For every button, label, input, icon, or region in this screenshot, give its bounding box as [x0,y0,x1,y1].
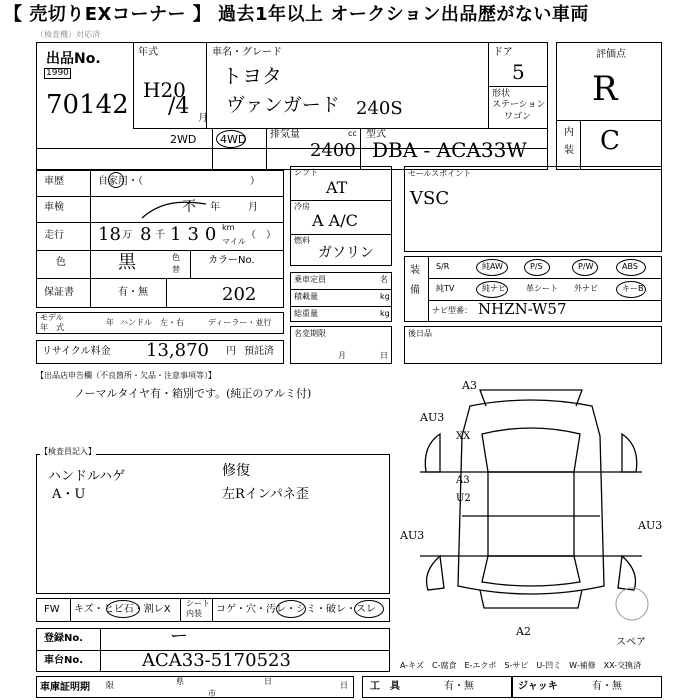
seat-label: シート [186,599,210,608]
pw-circle [572,259,598,276]
mileage-paren: （ ） [246,230,276,241]
interior-label2: 装 [564,145,574,156]
aw-circle [476,259,508,276]
car-body-outline [458,400,604,594]
color-value: 黒 [118,252,136,273]
inspection-strike [140,198,210,222]
certificate-city: 市 [208,689,216,698]
load-label: 積載量 [294,292,318,301]
glass-chip-circle [106,600,140,618]
displacement-unit: cc [348,129,357,138]
seller-notes-label: 【出品店申告欄（不良箇所・欠品・注意事項等）】 [36,371,216,380]
inspection-month-unit: 月 [248,202,258,213]
interior-value: C [600,126,620,156]
weight-unit: kg [380,309,390,318]
spare-tire [616,588,648,620]
recycle-note: 預託済 [244,346,274,357]
header-faded-text: （検査機）対応済 [36,30,100,39]
model-code-value: DBA - ACA33W [372,138,527,162]
jack-value: 有・無 [592,681,622,692]
shift-label: シフト [294,168,318,177]
shift-value: AT [326,178,348,197]
equip-aw: 純AW [482,262,503,271]
model-year-label: モデル [40,313,64,322]
sales-point-value: VSC [410,188,450,209]
certificate-label2: 限 [106,681,114,690]
model-year-label2: 年 式 [40,323,64,332]
equip-sr: S/R [436,262,450,271]
color-change-label: 色 [172,253,180,262]
drive-4wd-circle [216,130,246,148]
mileage-unit2: 千 [155,230,165,241]
glass-fw: FW [44,604,60,615]
history-label: 車歴 [44,176,64,187]
load-unit: kg [380,292,390,301]
chassis-value: ACA33-5170523 [142,650,291,671]
damage-au3-lower: AU3 [400,529,425,542]
equip-abs: ABS [622,262,638,271]
inspection-year-unit: 年 [210,202,220,213]
car-model: ヴァンガード [226,94,340,116]
equip-navi: 純ナビ [482,284,506,293]
model-year-year: 年 [106,318,114,327]
mileage-unit4: マイル [222,237,246,246]
doors-value: 5 [512,60,525,84]
equipment-label2: 備 [410,285,420,296]
car-make: トヨタ [222,64,282,88]
damage-xx: XX [456,431,471,442]
damage-au3-right: AU3 [638,519,663,532]
damage-u2: U2 [456,493,471,504]
history-options: 自家用・（ [98,176,143,187]
year-label: 年式 [138,47,158,58]
fuel-value: ガソリン [318,245,374,261]
mileage-label: 走行 [44,230,64,241]
interior-label: 内 [564,127,574,138]
model-year-handle: ハンドル 左・右 [120,318,184,327]
back-notes-box [404,326,662,364]
navi-model-value: NHZN-W57 [478,300,567,318]
seller-notes-text: ノーマルタイヤ有・箱別です。(純正のアルミ付) [74,387,312,400]
damage-legend: A-キズ C-腐食 E-エクボ S-サビ U-凹ミ W-補修 XX-交換済 [400,661,642,670]
abs-circle [616,259,646,276]
equipment-label: 装 [410,265,420,276]
certificate-day1: 日 [264,677,272,686]
wheel-rl [427,556,445,590]
registration-value: ー [170,626,188,647]
page-banner: 【 売切りEXコーナー 】 過去1年以上 オークション出品歴がない車両 [4,4,589,25]
color-label: 色 [56,257,66,268]
inspector-right1: 修復 [222,463,250,479]
tools-value: 有・無 [444,681,474,692]
car-rear-window [482,556,580,586]
name-change-label: 名変期限 [294,329,326,338]
sales-point-box [404,166,662,252]
seat-stain-circle [276,600,306,618]
mileage-val1: 18 [98,224,121,245]
car-label: 車名・グレード [212,47,282,58]
certificate-label: 車庫証明期 [40,682,90,693]
damage-a3-top: A3 [462,379,477,392]
damage-a2: A2 [516,625,531,638]
recycle-unit: 円 [226,346,236,357]
wheel-fr [622,434,637,472]
recycle-value: 13,870 [146,340,209,361]
color-code-value: 202 [222,284,257,305]
equip-ps: P/S [530,262,543,271]
name-change-day: 日 [380,351,388,360]
navi-circle [476,281,508,298]
mileage-unit1: 万 [122,230,132,241]
inspector-label: 【検査員記入】 [40,447,96,456]
drive-2wd: 2WD [170,133,197,146]
grade-label: 評価点 [596,49,626,60]
back-notes-label: 後日品 [408,329,432,338]
fuel-label: 燃料 [294,236,310,245]
glass-options: キズ・ヒビ石・割レX [74,604,171,615]
mileage-val2: 8 [140,224,152,245]
inspector-left2: A・U [52,487,86,502]
doors-label: ドア [493,47,513,58]
jack-label: ジャッキ [518,681,558,692]
capacity-label: 乗車定員 [294,275,326,284]
equip-ext-navi: 外ナビ [574,284,598,293]
history-private-circle [108,172,124,188]
damage-au3-left: AU3 [420,411,445,424]
navi-model-label: ナビ型番： [432,306,472,315]
seat-label2: 内装 [186,609,202,618]
damage-a3-mid: A3 [456,475,470,486]
ac-label: 冷房 [294,202,310,211]
year-era: H20 [143,78,186,102]
color-change-label2: 替 [172,265,180,274]
inspector-left1: ハンドルハゲ [48,469,126,484]
key-circle [616,281,646,298]
model-code-label: 型式 [366,129,386,140]
tools-label: 工 具 [370,681,400,692]
mileage-val3: 130 [170,224,223,245]
registration-label: 登録No. [44,633,84,644]
spare-label: スペア [616,637,646,648]
displacement-label: 排気量 [270,129,300,140]
inspection-label: 車検 [44,202,64,213]
history-close: ） [250,176,260,187]
ac-value: A A/C [312,211,358,230]
lot-label: 出品No. [46,51,101,67]
car-grade: 240S [356,98,403,119]
displacement-value: 2400 [310,140,356,161]
warranty-label: 保証書 [44,287,74,298]
name-change-month: 月 [338,351,346,360]
weight-label: 総重量 [294,309,318,318]
body-type-label3: ワゴン [504,112,532,122]
certificate-day2: 日 [340,681,348,690]
sales-point-label: セールスポイント [408,169,472,178]
wheel-fl [425,434,440,472]
grade-value: R [592,69,618,109]
model-year-dealer: ディーラー・並行 [208,318,272,327]
recycle-label: リサイクル料金 [42,346,111,357]
equip-tv: 純TV [436,284,455,293]
inspection-value: 不 [182,199,196,215]
lot-prefix: 1990 [46,68,69,78]
body-type-label2: ステーション [492,100,546,110]
wheel-rr [618,556,636,590]
color-code-label: カラーNo. [208,255,255,266]
certificate-pref: 県 [176,677,184,686]
mileage-unit3: km [222,223,235,232]
car-roof [488,472,574,556]
seat-options: コゲ・穴・汚レ・シミ・破レ・スレ [216,604,376,615]
warranty-value: 有・無 [118,287,148,298]
seat-wear-circle [354,600,384,618]
equip-pw: P/W [578,262,594,271]
chassis-label: 車台No. [44,655,84,666]
equip-leather: 革シート [526,284,558,293]
capacity-unit: 名 [380,275,388,284]
ps-circle [524,259,550,276]
year-month: /4 [168,94,190,119]
lot-number: 70142 [46,90,129,120]
car-windshield [482,428,580,472]
year-month-unit: 月 [198,113,208,124]
inspector-right2: 左Rインパネ歪 [222,487,309,502]
equip-key: キーB [622,284,644,293]
drive-4wd: 4WD [220,133,247,146]
body-type-label: 形状 [492,89,511,99]
